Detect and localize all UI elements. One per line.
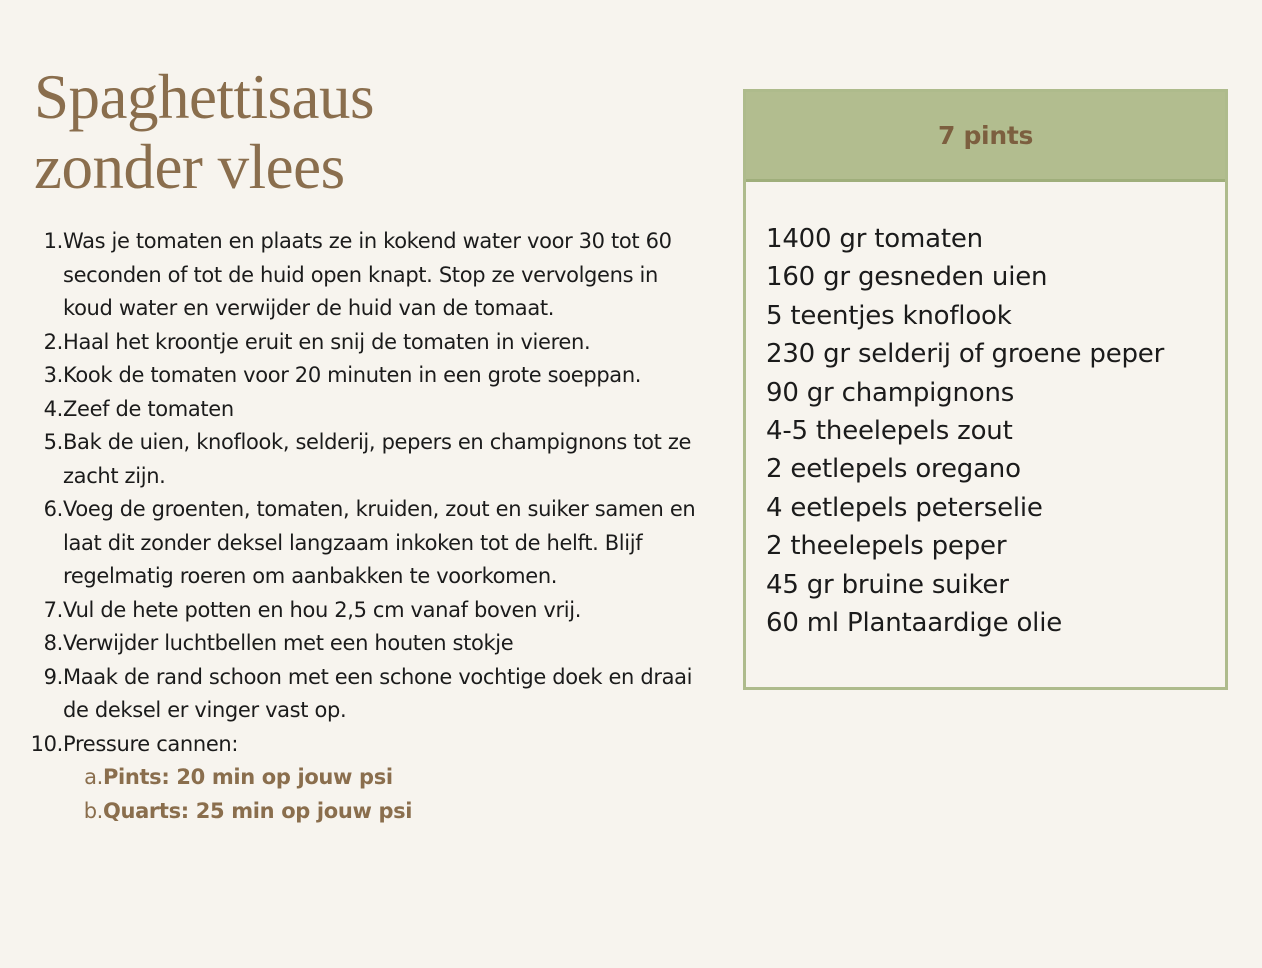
- ingredients-card: [743, 89, 1228, 690]
- page-title: [34, 62, 374, 202]
- instruction-step: [20, 728, 710, 829]
- instruction-step: [20, 627, 710, 661]
- substep-letter: b.: [83, 798, 103, 823]
- instruction-step: [20, 359, 710, 393]
- step-text: Maak de rand schoon met een schone vochtige doek en draai de deksel er vinger vast op.: [63, 664, 693, 722]
- canning-time-item: [63, 761, 710, 795]
- ingredient-item: 230 gr selderij of groene peper: [766, 339, 1165, 370]
- step-text: Vul de hete potten en hou 2,5 cm vanaf boven vrij.: [63, 597, 582, 622]
- step-text: Was je tomaten en plaats ze in kokend water voor 30 tot 60 seconden of tot de huid open knapt. Stop ze vervolgens in koud water en verwijder de huid van de tomaat.: [63, 229, 672, 320]
- instruction-step: [20, 225, 710, 326]
- step-number: 1.: [43, 229, 63, 253]
- ingredient-item: 160 gr gesneden uien: [766, 262, 1048, 293]
- step-number: 8.: [43, 631, 63, 655]
- step-text: Kook de tomaten voor 20 minuten in een grote soeppan.: [63, 363, 642, 387]
- substep-text: Quarts: 25 min op jouw psi: [103, 798, 413, 823]
- ingredient-item: 2 theelepels peper: [766, 531, 1007, 562]
- canning-time-item: [63, 795, 710, 829]
- substep-text: Pints: 20 min op jouw psi: [103, 765, 393, 789]
- step-number: 10.: [30, 731, 63, 756]
- ingredient-item: 2 eetlepels oregano: [766, 454, 1021, 485]
- step-text: Bak de uien, knoflook, selderij, pepers en champignons tot ze zacht zijn.: [63, 430, 692, 488]
- step-number: 5.: [43, 430, 63, 454]
- instruction-step: [20, 426, 710, 493]
- step-text: Zeef de tomaten: [63, 396, 234, 421]
- step-text-container: [63, 728, 710, 829]
- instruction-step: [20, 326, 710, 360]
- step-text: Pressure cannen:: [63, 731, 239, 756]
- step-text: Haal het kroontje eruit en snij de tomaten in vieren.: [63, 329, 591, 354]
- ingredient-list: [766, 220, 1164, 642]
- ingredient-item: 60 ml Plantaardige olie: [766, 608, 1063, 639]
- step-text: Voeg de groenten, tomaten, kruiden, zout en suiker samen en laat dit zonder deksel langzaam inkoken tot de helft. Blijf regelmatig roeren om aanbakken te voorkomen.: [63, 497, 696, 588]
- instruction-step: [20, 594, 710, 628]
- step-number: 9.: [43, 664, 63, 689]
- ingredient-item: 90 gr champignons: [766, 377, 1015, 408]
- step-number: 3.: [43, 363, 63, 387]
- step-text: Verwijder luchtbellen met een houten stokje: [63, 631, 514, 655]
- step-number: 2.: [43, 329, 63, 354]
- ingredient-item: 4 eetlepels peterselie: [766, 492, 1043, 523]
- instruction-step: [20, 493, 710, 594]
- ingredient-item: 1400 gr tomaten: [766, 224, 983, 254]
- ingredient-item: 45 gr bruine suiker: [766, 569, 1009, 600]
- yield-header: 7 pints: [746, 92, 1225, 182]
- instruction-list: [20, 225, 710, 828]
- substep-letter: a.: [84, 765, 103, 789]
- step-number: 4.: [43, 396, 63, 421]
- ingredient-item: 5 teentjes knoflook: [766, 300, 1012, 331]
- ingredient-item: 4-5 theelepels zout: [766, 416, 1013, 447]
- step-number: 6.: [43, 497, 63, 521]
- instruction-step: [20, 661, 710, 728]
- step-number: 7.: [43, 597, 63, 622]
- title-line-2: zonder vlees: [34, 132, 345, 202]
- canning-times-list: [63, 761, 710, 828]
- title-line-1: Spaghettisaus: [34, 62, 374, 132]
- instruction-step: [20, 393, 710, 427]
